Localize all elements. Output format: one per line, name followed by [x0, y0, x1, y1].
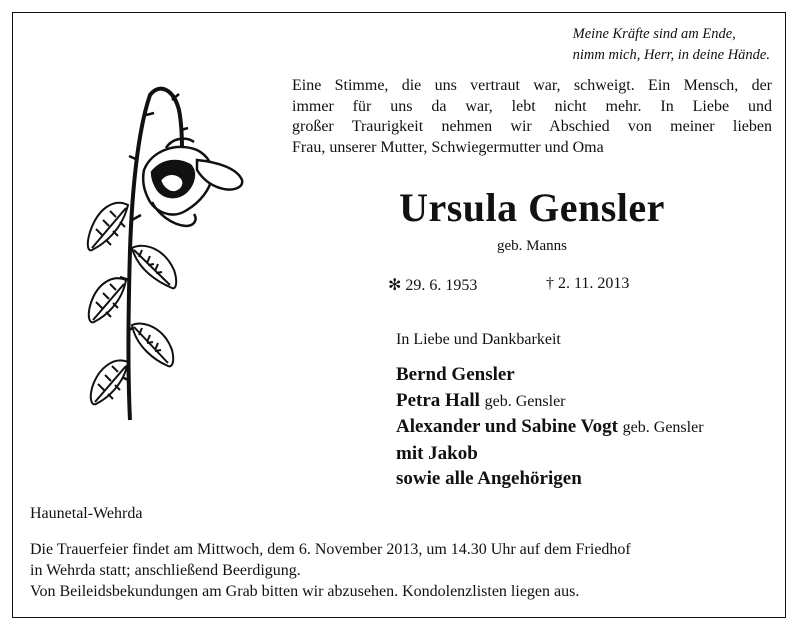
family-member-name: mit Jakob — [396, 442, 478, 464]
motto-verse — [573, 24, 770, 66]
notice-line: Die Trauerfeier findet am Mittwoch, dem 6. November 2013, um 14.30 Uhr auf dem Friedhof — [30, 541, 631, 558]
family-member-name: Alexander und Sabine Vogt — [396, 416, 618, 437]
family-member-name: Petra Hall — [396, 389, 480, 411]
funeral-notice — [30, 539, 770, 602]
intro-line: immer für uns da war, lebt nicht mehr. In Liebe und — [292, 97, 772, 115]
intro-line: großer Traurigkeit nehmen wir Abschied von meiner lieben — [292, 118, 772, 135]
deceased-name: Ursula Gensler — [399, 185, 665, 230]
family-row — [396, 362, 704, 388]
family-member-name: Bernd Gensler — [396, 364, 515, 385]
motto-line: Meine Kräfte sind am Ende, — [572, 26, 736, 42]
family-member-note: geb. Gensler — [484, 392, 566, 410]
death-date: † 2. 11. 2013 — [546, 275, 630, 292]
birth-date: ✻ 29. 6. 1953 — [388, 277, 478, 294]
maiden-name: geb. Manns — [497, 238, 567, 254]
wilted-rose-icon — [82, 80, 257, 425]
intro-line: Frau, unserer Mutter, Schwiegermutter und Oma — [292, 138, 604, 156]
family-row — [396, 466, 704, 492]
family-row — [396, 388, 704, 415]
notice-line: Von Beileidsbekundungen am Grab bitten wir abzusehen. Kondolenzlisten liegen aus. — [30, 583, 580, 600]
family-member-note: geb. Gensler — [622, 419, 704, 436]
family-row — [396, 414, 704, 441]
intro-text — [292, 76, 772, 158]
family-intro: In Liebe und Dankbarkeit — [396, 331, 561, 348]
place-name: Haunetal-Wehrda — [30, 505, 143, 522]
family-list — [396, 362, 704, 492]
intro-line: Eine Stimme, die uns vertraut war, schweigt. Ein Mensch, der — [292, 77, 772, 94]
family-row — [396, 441, 704, 467]
notice-line: in Wehrda statt; anschließend Beerdigung. — [30, 562, 301, 579]
motto-line: nimm mich, Herr, in deine Hände. — [572, 47, 770, 63]
family-member-name: sowie alle Angehörigen — [396, 468, 582, 489]
